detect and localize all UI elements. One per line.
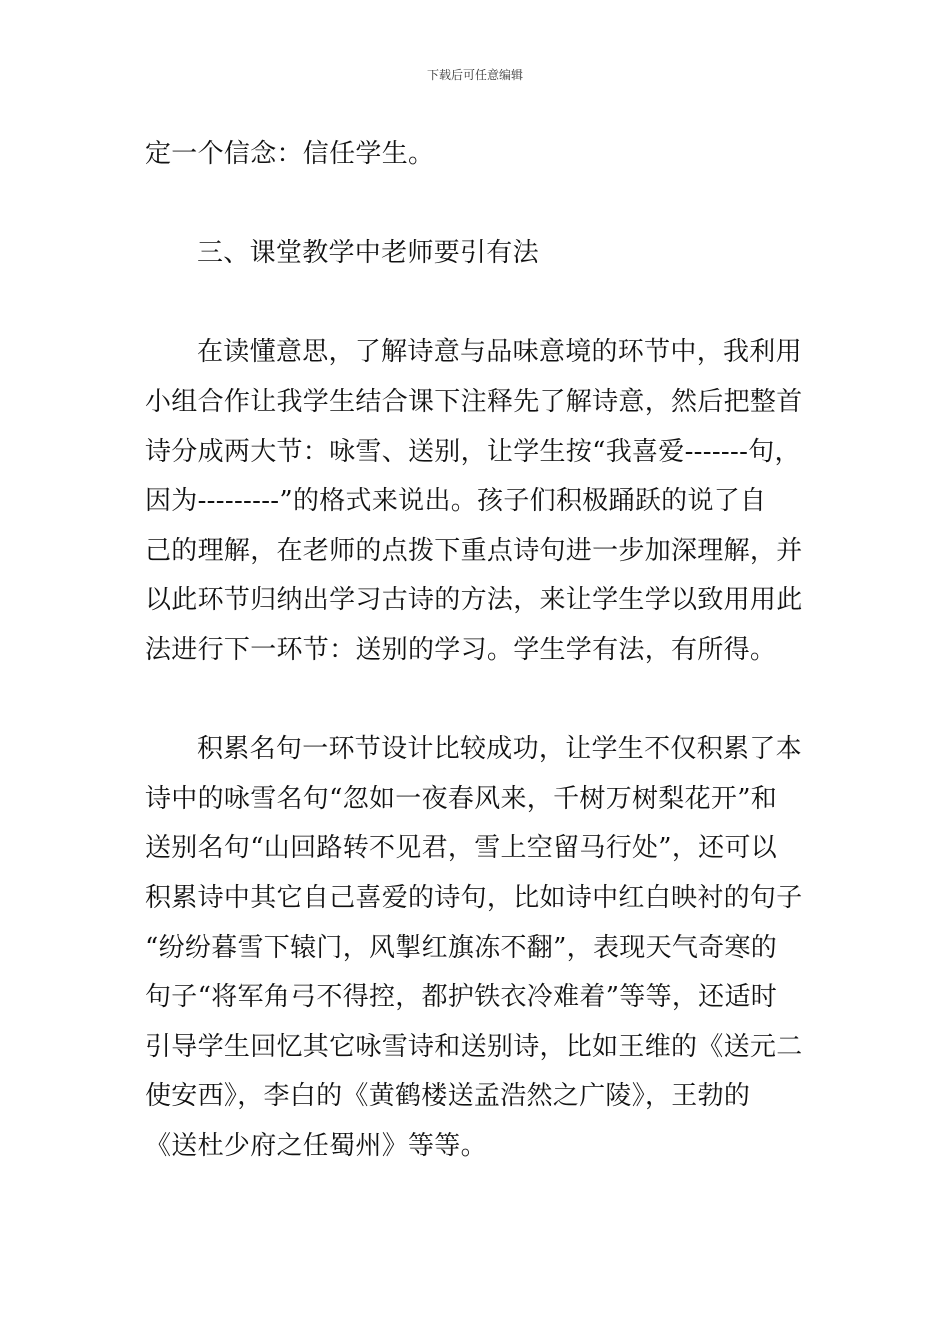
text-line: 诗中的咏雪名句“忽如一夜春风来，千树万树梨花开”和: [145, 783, 778, 814]
text-line: 引导学生回忆其它咏雪诗和送别诗，比如王维的《送元二: [145, 1031, 803, 1062]
text-line: 小组合作让我学生结合课下注释先了解诗意，然后把整首: [145, 386, 803, 417]
text-line: 积累名句一环节设计比较成功，让学生不仅积累了本: [197, 734, 802, 765]
paragraph-gap: [145, 180, 815, 230]
paragraph-understanding: [145, 328, 815, 675]
paragraph-belief: [145, 130, 815, 180]
page-header-note: 下载后可任意编辑: [426, 68, 523, 82]
paragraph-gap: [145, 676, 815, 726]
text-line: “纷纷暮雪下辕门，风掣红旗冻不翻”，表现天气奇寒的: [145, 932, 778, 963]
text-line: 以此环节归纳出学习古诗的方法，来让学生学以致用用此: [145, 585, 803, 616]
section-heading: [145, 229, 815, 279]
text-line: 句子“将军角弓不得控，都护铁衣冷难着”等等，还适时: [145, 982, 778, 1013]
text-line: 定一个信念：信任学生。: [145, 139, 435, 169]
text-line: 《送杜少府之任蜀州》等等。: [145, 1130, 487, 1161]
text-line: 法进行下一环节：送别的学习。学生学有法，有所得。: [145, 634, 777, 665]
text-line: 因为---------”的格式来说出。孩子们积极踊跃的说了自: [145, 486, 767, 517]
text-line: 诗分成两大节：咏雪、送别，让学生按“我喜爱-------句，: [145, 436, 801, 467]
document-body: [145, 130, 815, 1171]
text-line: 己的理解，在老师的点拨下重点诗句进一步加深理解，并: [145, 535, 803, 566]
paragraph-gap: [145, 279, 815, 329]
text-line: 使安西》，李白的《黄鹤楼送孟浩然之广陵》，王勃的: [145, 1081, 751, 1112]
text-line: 积累诗中其它自己喜爱的诗句，比如诗中红白映衬的句子: [145, 882, 803, 913]
paragraph-famous-lines: [145, 725, 815, 1171]
text-line: 在读懂意思，了解诗意与品味意境的环节中，我利用: [197, 337, 802, 368]
text-line: 送别名句“山回路转不见君，雪上空留马行处”，还可以: [145, 833, 778, 864]
section-heading-text: 三、课堂教学中老师要引有法: [197, 238, 539, 269]
